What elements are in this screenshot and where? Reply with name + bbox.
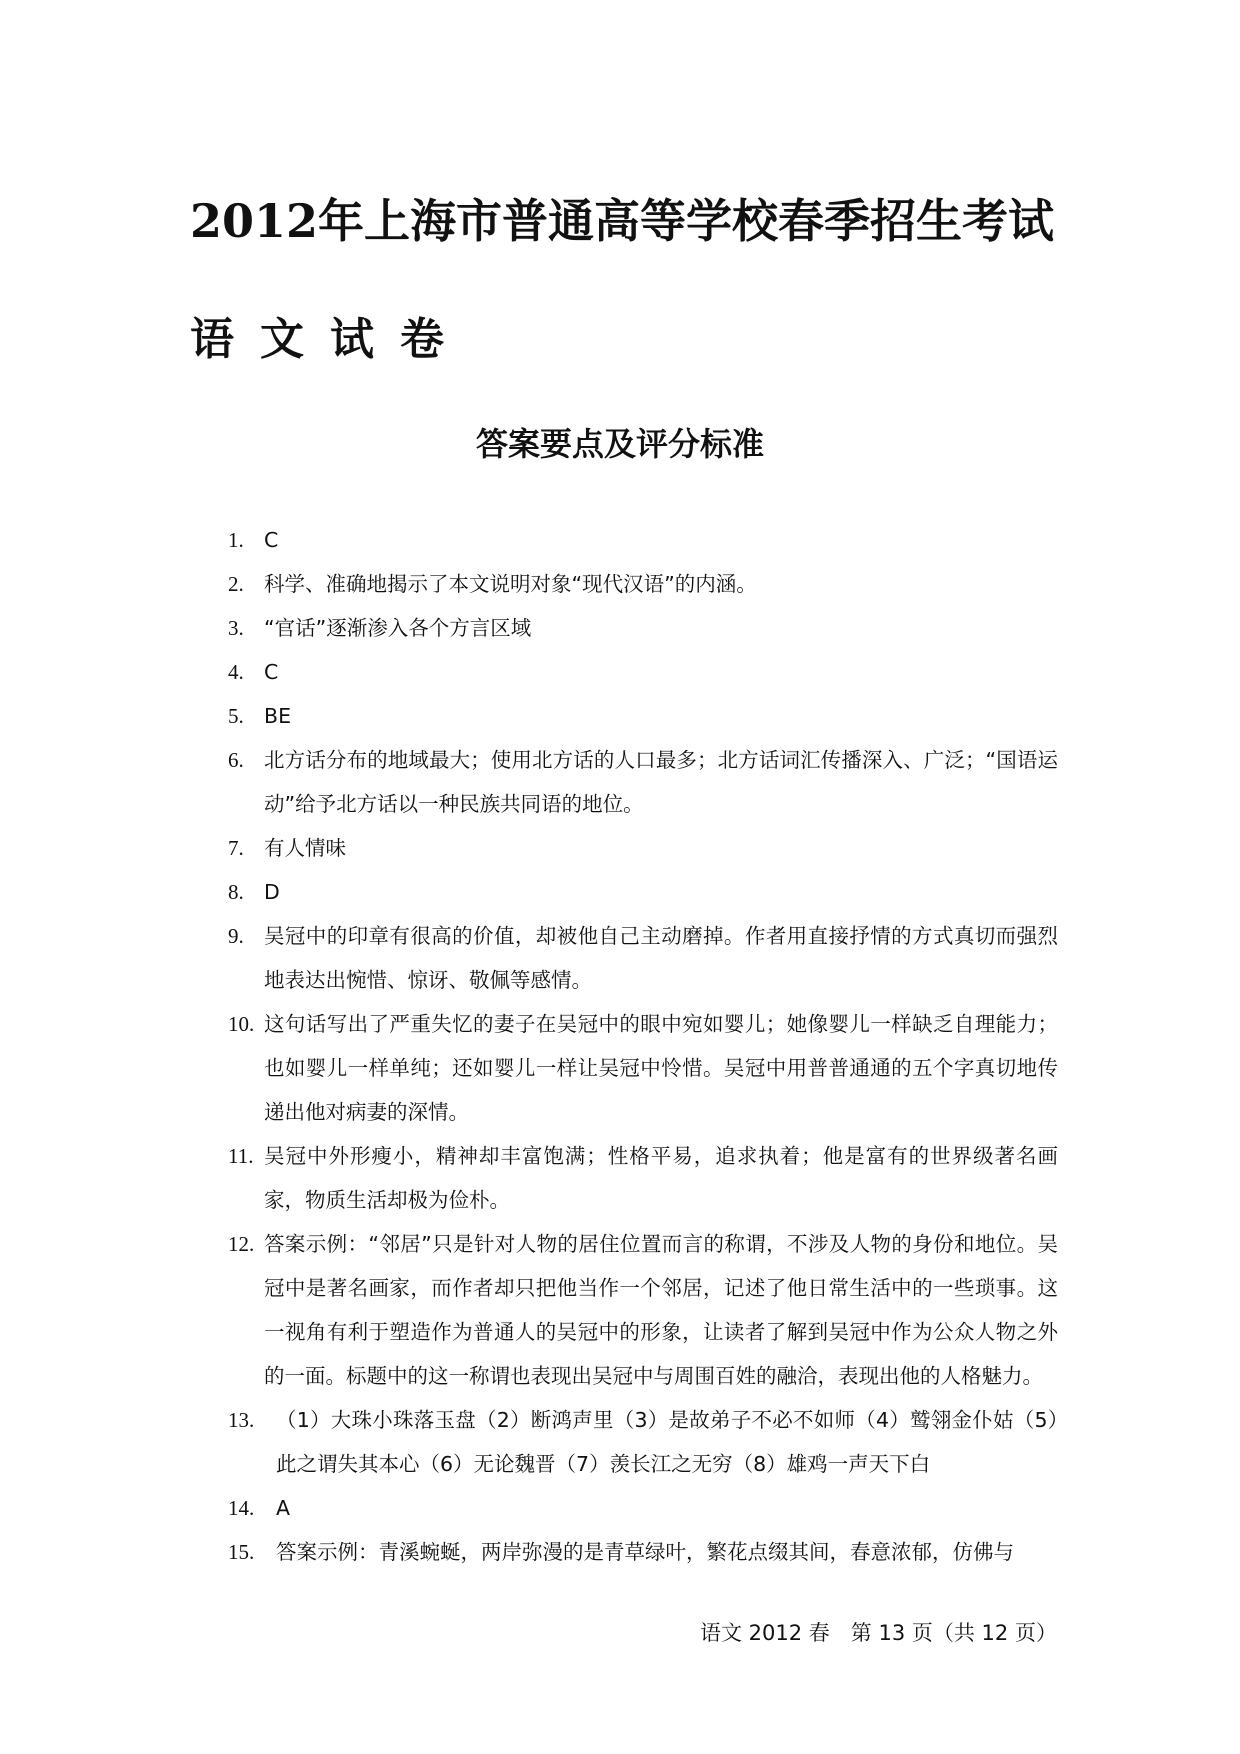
answer-item — [228, 826, 1058, 870]
answer-item — [228, 870, 1058, 914]
answer-item — [228, 650, 1058, 694]
answer-number: 9. — [228, 924, 244, 948]
answer-number: 11. — [228, 1144, 254, 1168]
answer-item — [228, 1530, 1058, 1574]
answer-text: C — [264, 528, 279, 552]
exam-title: 2012年上海市普通高等学校春季招生考试 — [190, 194, 1055, 248]
answer-item — [228, 1486, 1058, 1530]
answer-number: 14. — [228, 1496, 255, 1520]
answer-number: 8. — [228, 880, 244, 904]
answer-list — [228, 518, 1058, 1574]
section-title: 答案要点及评分标准 — [475, 425, 764, 463]
answer-item — [228, 606, 1058, 650]
page-footer: 语文 2012 春 第 13 页（共 12 页） — [700, 1621, 1057, 1645]
answer-item — [228, 914, 1058, 1002]
answer-item — [228, 694, 1058, 738]
answer-text: 答案示例：“邻居”只是针对人物的居住位置而言的称谓，不涉及人物的身份和地位。吴冠中是著名画家，而作者却只把他当作一个邻居，记述了他日常生活中的一些琐事。这一视角有利于塑造作为普通人的吴冠中的形象，让读者了解到吴冠中作为公众人物之外的一面。标题中的这一称谓也表现出吴冠中与周围百姓的融洽，表现出他的人格魅力。 — [264, 1232, 1058, 1388]
answer-text: 吴冠中的印章有很高的价值，却被他自己主动磨掉。作者用直接抒情的方式真切而强烈地表达出惋惜、惊讶、敬佩等感情。 — [264, 924, 1058, 992]
answer-number: 5. — [228, 704, 244, 728]
answer-text: 有人情味 — [264, 836, 346, 860]
answer-number: 1. — [228, 528, 244, 552]
answer-number: 2. — [228, 572, 244, 596]
answer-text: D — [264, 880, 280, 904]
answer-item — [228, 1222, 1058, 1398]
answer-number: 10. — [228, 1012, 255, 1036]
answer-number: 12. — [228, 1232, 255, 1256]
answer-number: 15. — [228, 1540, 255, 1564]
answer-item — [228, 562, 1058, 606]
answer-text: 这句话写出了严重失忆的妻子在吴冠中的眼中宛如婴儿；她像婴儿一样缺乏自理能力；也如婴儿一样单纯；还如婴儿一样让吴冠中怜惜。吴冠中用普普通通的五个字真切地传递出他对病妻的深情。 — [264, 1012, 1058, 1124]
answer-item — [228, 1398, 1058, 1486]
answer-text: 答案示例：青溪蜿蜒，两岸弥漫的是青草绿叶，繁花点缀其间，春意浓郁，仿佛与 — [276, 1540, 1014, 1564]
answer-text: A — [276, 1496, 291, 1520]
answer-number: 4. — [228, 660, 244, 684]
answer-text: 北方话分布的地域最大；使用北方话的人口最多；北方话词汇传播深入、广泛；“国语运动”给予北方话以一种民族共同语的地位。 — [264, 748, 1058, 816]
answer-text: C — [264, 660, 279, 684]
answer-text: BE — [264, 704, 292, 728]
exam-subtitle: 语文试卷 — [190, 314, 470, 365]
answer-number: 3. — [228, 616, 244, 640]
answer-number: 6. — [228, 748, 244, 772]
answer-item — [228, 738, 1058, 826]
answer-item — [228, 1002, 1058, 1134]
answer-number: 7. — [228, 836, 244, 860]
answer-item — [228, 1134, 1058, 1222]
answer-number: 13. — [228, 1408, 255, 1432]
answer-text: （1）大珠小珠落玉盘（2）断鸿声里（3）是故弟子不必不如师（4）鹫翎金仆姑（5）此之谓失其本心（6）无论魏晋（7）羡长江之无穷（8）雄鸡一声天下白 — [276, 1408, 1058, 1476]
answer-text: 吴冠中外形瘦小，精神却丰富饱满；性格平易，追求执着；他是富有的世界级著名画家，物质生活却极为俭朴。 — [264, 1144, 1058, 1212]
answer-item — [228, 518, 1058, 562]
answer-text: “官话”逐渐渗入各个方言区域 — [264, 616, 532, 640]
answer-text: 科学、准确地揭示了本文说明对象“现代汉语”的内涵。 — [264, 572, 757, 596]
